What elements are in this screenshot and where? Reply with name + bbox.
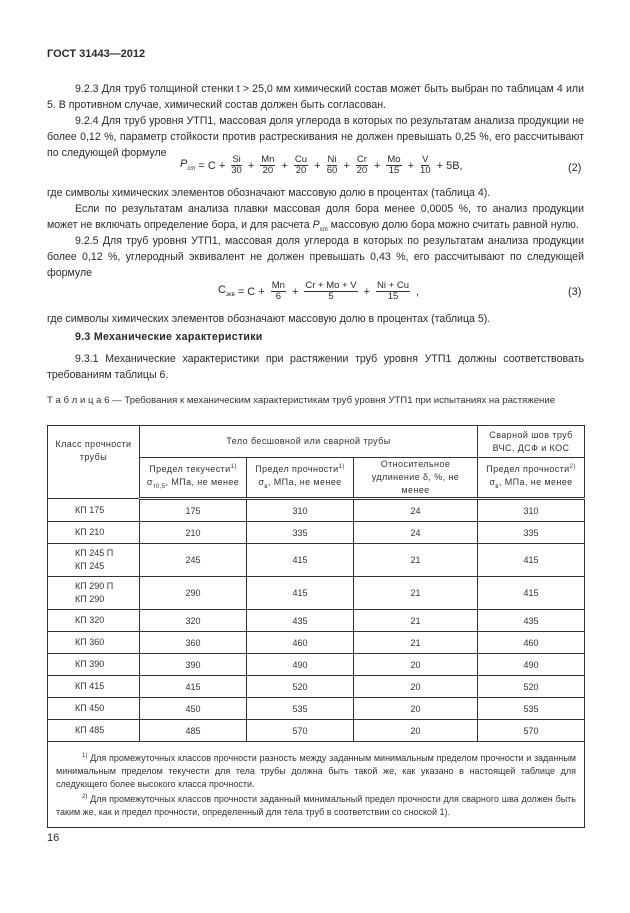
cell-value: 335 bbox=[478, 522, 585, 544]
equation-number-3: (3) bbox=[568, 286, 582, 298]
numerator: V bbox=[422, 154, 429, 165]
plus-sign: + bbox=[281, 159, 288, 172]
numerator: Mn bbox=[261, 154, 275, 165]
cell-value: 24 bbox=[354, 522, 478, 544]
numerator: Ni bbox=[327, 154, 337, 165]
header-body: Тело бесшовной или сварной трубы bbox=[140, 426, 478, 458]
formula-ceq bbox=[218, 281, 422, 302]
fraction bbox=[356, 155, 368, 176]
cell-class: КП 415 bbox=[48, 676, 140, 698]
footnote-2: $^{2)}$ Для промежуточных классов прочности заданный минимальный предел прочности для сварного шва должен быть таким же, как и предел прочности, определенный для тела труб в соответствии со сноской 1). bbox=[56, 794, 576, 817]
plus-sign: + bbox=[314, 159, 321, 172]
cell-value: 21 bbox=[354, 610, 478, 632]
formula-eq: = C + bbox=[237, 285, 265, 298]
paragraph-9-3-1: 9.3.1 Механические характеристики при растяжении труб уровня УТП1 должны соответствовать требованиям таблицы 6. bbox=[47, 353, 584, 381]
cell-value: 535 bbox=[478, 698, 585, 720]
header-tensile: Предел прочности$^{1)}$ $\sigma_в$, МПа, не менее bbox=[247, 458, 354, 499]
fraction bbox=[260, 155, 275, 176]
fraction bbox=[294, 155, 308, 176]
cell-value: 485 bbox=[140, 720, 247, 742]
cell-value: 415 bbox=[478, 544, 585, 577]
cell-value: 21 bbox=[354, 632, 478, 654]
plus-sign: + bbox=[343, 159, 350, 172]
cell-value: 335 bbox=[247, 522, 354, 544]
cell-value: 520 bbox=[247, 676, 354, 698]
cell-value: 415 bbox=[140, 676, 247, 698]
cell-value: 20 bbox=[354, 720, 478, 742]
paragraph-where-table5: где символы химических элементов обозначают массовую долю в процентах (таблица 5). bbox=[47, 313, 491, 325]
denominator: 15 bbox=[387, 291, 399, 302]
header-weld: Сварной шов труб ВЧС, ДСФ и КОС bbox=[478, 426, 585, 458]
section-heading-9-3: 9.3 Механические характеристики bbox=[75, 331, 263, 343]
cell-value: 245 bbox=[140, 544, 247, 577]
formula-pcm bbox=[180, 155, 466, 176]
table-row bbox=[48, 544, 585, 577]
header-yield: Предел текучести$^{1)}$ $\sigma_{т0,5}$, МПа, не менее bbox=[140, 458, 247, 499]
document-header: ГОСТ 31443—2012 bbox=[47, 48, 146, 60]
paragraph-where-table4: где символы химических элементов обозначают массовую долю в процентах (таблица 4). bbox=[47, 187, 491, 199]
cell-value: 570 bbox=[478, 720, 585, 742]
cell-value: 435 bbox=[478, 610, 585, 632]
numerator: Ni + Cu bbox=[377, 280, 409, 291]
table-row bbox=[48, 610, 585, 632]
fraction bbox=[271, 281, 286, 302]
fraction bbox=[327, 155, 338, 176]
cell-class: КП 390 bbox=[48, 654, 140, 676]
paragraph-boron: Если по результатам анализа плавки массовая доля бора менее 0,0005 %, то анализ продукции может не включать определение бора, и для расчета $P_{cm}$ массовую долю бора можно считать равной нулю. bbox=[47, 203, 584, 234]
cell-value: 20 bbox=[354, 676, 478, 698]
cell-class: КП 485 bbox=[48, 720, 140, 742]
cell-value: 390 bbox=[140, 654, 247, 676]
numerator: Mo bbox=[387, 154, 401, 165]
paragraph-9-2-3: 9.2.3 Для труб толщиной стенки t > 25,0 мм химический состав может быть выбран по таблицам 4 или 5. В противном случае, химический состав должен быть согласован. bbox=[47, 83, 584, 111]
cell-value: 460 bbox=[478, 632, 585, 654]
equation-number-2: (2) bbox=[568, 162, 582, 174]
table-caption: Т а б л и ц а 6 — Требования к механическим характеристикам труб уровня УТП1 при испытаниях на растяжение bbox=[47, 395, 556, 406]
cell-class: КП 175 bbox=[48, 499, 140, 522]
cell-value: 435 bbox=[247, 610, 354, 632]
cell-value: 360 bbox=[140, 632, 247, 654]
cell-value: 310 bbox=[478, 499, 585, 522]
cell-value: 290 bbox=[140, 577, 247, 610]
cell-value: 415 bbox=[247, 577, 354, 610]
numerator: Cr + Mo + V bbox=[305, 280, 357, 291]
cell-value: 450 bbox=[140, 698, 247, 720]
table-row bbox=[48, 676, 585, 698]
cell-value: 310 bbox=[247, 499, 354, 522]
cell-class: КП 245 П КП 245 bbox=[48, 544, 140, 577]
table-footnotes bbox=[48, 742, 585, 828]
table-row bbox=[48, 499, 585, 522]
plus-sign: + bbox=[373, 159, 381, 172]
denominator: 20 bbox=[295, 165, 307, 176]
table-row bbox=[48, 654, 585, 676]
numerator: Cu bbox=[294, 154, 308, 165]
cell-value: 21 bbox=[354, 544, 478, 577]
denominator: 30 bbox=[231, 165, 242, 176]
formula-tail: , bbox=[415, 285, 420, 298]
cell-value: 520 bbox=[478, 676, 585, 698]
denominator: 15 bbox=[388, 165, 400, 176]
denominator: 5 bbox=[328, 291, 334, 302]
cell-value: 20 bbox=[354, 654, 478, 676]
denominator: 10 bbox=[420, 165, 431, 176]
cell-value: 175 bbox=[140, 499, 247, 522]
table-row bbox=[48, 577, 585, 610]
formula-eq: = C + bbox=[198, 159, 226, 172]
cell-value: 21 bbox=[354, 577, 478, 610]
cell-value: 490 bbox=[478, 654, 585, 676]
table-row bbox=[48, 522, 585, 544]
cell-value: 490 bbox=[247, 654, 354, 676]
paragraph-9-2-5: 9.2.5 Для труб уровня УТП1, массовая доля углерода в которых по результатам анализа продукции более 0,12 %, углеродный эквивалент не должен превышать 0,43 %, его рассчитывают по следующей формуле bbox=[47, 235, 584, 279]
cell-value: 20 bbox=[354, 698, 478, 720]
footnote-1: $^{1)}$ Для промежуточных классов прочности разность между заданным минимальным пределом прочности и заданным минимальным пределом текучести для тела трубы должна быть такой же, как указано в настоящей таблице для следующего более высокого класса прочности. bbox=[56, 753, 576, 789]
cell-value: 320 bbox=[140, 610, 247, 632]
cell-value: 415 bbox=[247, 544, 354, 577]
denominator: 20 bbox=[262, 165, 274, 176]
fraction bbox=[231, 155, 242, 176]
plus-sign: + bbox=[247, 159, 255, 172]
denominator: 6 bbox=[275, 291, 281, 302]
cell-value: 210 bbox=[140, 522, 247, 544]
cell-value: 535 bbox=[247, 698, 354, 720]
page-number: 16 bbox=[47, 832, 60, 844]
numerator: Cr bbox=[356, 154, 367, 165]
fraction bbox=[304, 281, 357, 302]
cell-value: 570 bbox=[247, 720, 354, 742]
plus-sign: + bbox=[407, 159, 415, 172]
plus-sign: + bbox=[363, 285, 371, 298]
header-weld-tensile: Предел прочности$^{2)}$ $\sigma_в$, МПа, не менее bbox=[478, 458, 585, 499]
denominator: 60 bbox=[326, 165, 338, 176]
plus-sign: + bbox=[291, 285, 299, 298]
table-row bbox=[48, 632, 585, 654]
table-row bbox=[48, 698, 585, 720]
cell-class: КП 290 П КП 290 bbox=[48, 577, 140, 610]
cell-class: КП 210 bbox=[48, 522, 140, 544]
cell-value: 415 bbox=[478, 577, 585, 610]
cell-value: 24 bbox=[354, 499, 478, 522]
table-row bbox=[48, 720, 585, 742]
numerator: Mn bbox=[271, 280, 285, 291]
formula-lhs: $C_{экв}$ bbox=[218, 284, 235, 299]
header-class: Класс прочности трубы bbox=[48, 426, 140, 499]
cell-class: КП 320 bbox=[48, 610, 140, 632]
numerator: Si bbox=[232, 154, 241, 165]
formula-tail: + 5B, bbox=[436, 159, 463, 172]
mechanical-properties-table bbox=[47, 425, 585, 828]
cell-class: КП 360 bbox=[48, 632, 140, 654]
fraction bbox=[420, 155, 431, 176]
fraction bbox=[386, 155, 401, 176]
header-elongation: Относительное удлинение δ, %, не менее bbox=[354, 458, 478, 499]
cell-class: КП 450 bbox=[48, 698, 140, 720]
formula-lhs: $P_{cm}$ bbox=[180, 158, 196, 173]
cell-value: 460 bbox=[247, 632, 354, 654]
paragraph-9-2-4: 9.2.4 Для труб уровня УТП1, массовая доля углерода в которых по результатам анализа продукции не более 0,12 %, параметр стойкости против растрескивания не должен превышать 0,25 %, его рассчитывают по следующей формуле bbox=[47, 115, 584, 159]
fraction bbox=[376, 281, 410, 302]
denominator: 20 bbox=[356, 165, 368, 176]
